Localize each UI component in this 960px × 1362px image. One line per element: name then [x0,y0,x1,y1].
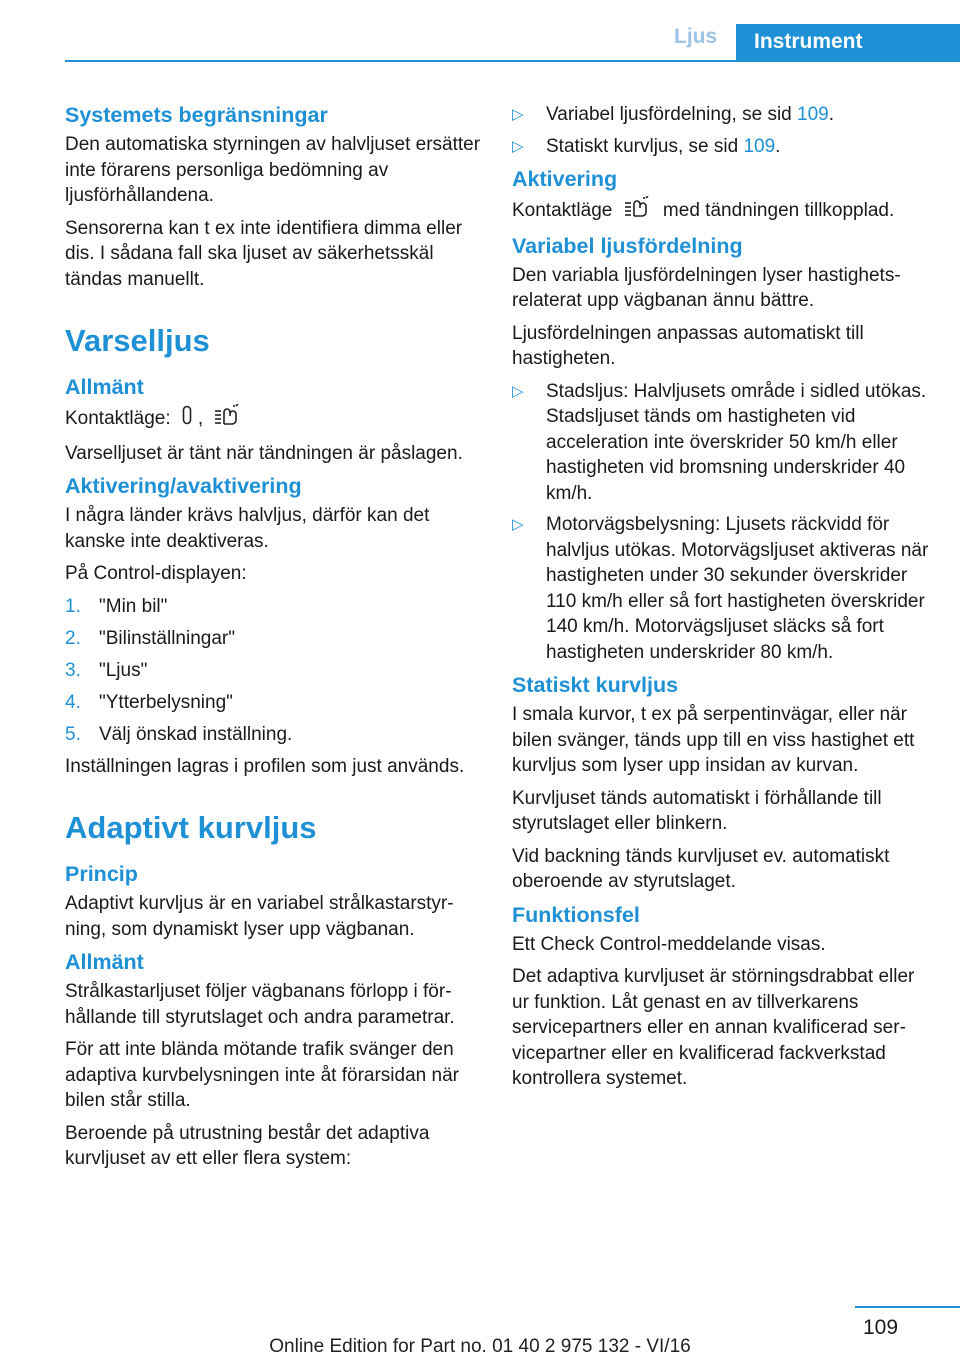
heading-funktionsfel: Funktionsfel [512,902,640,927]
section-tab-ljus[interactable]: Ljus [674,25,718,48]
paragraph: Den variabla ljusfördelningen lyser hastighetsrelaterat upp vägbanan ännu bättre. [512,264,901,311]
paragraph: Inställningen lagras i profilen som just används. [65,755,465,777]
paragraph: På Control-displayen: [65,563,247,584]
paragraph: Strålkastarljuset följer vägbanans förlopp i förhållande till styrutslaget och andra parametrar. [65,981,455,1028]
paragraph: Kurvljuset tänds automatiskt i förhållande till styrutslaget eller blinkern. [512,787,882,834]
list-item: ▷ Motorvägsbelysning: Ljusets räckvidd för halvljus utökas. Motorvägsljuset aktiveras när hastigheten under 30 sekunder överskrider 110 km/h eller så fort hastigheten överskrider 140 km/h. Motorvägsljuset släcks så fort hastigheten underskrider 80 km/h. [512,514,929,663]
page-header [0,0,960,62]
bullet-arrow-icon: ▷ [512,516,524,533]
section-tab-instrument[interactable]: Instrument [736,24,960,60]
paragraph: Ett Check Control-meddelande visas. [512,933,826,955]
list-item: 3. "Ljus" [65,659,148,681]
variabel-list [512,379,930,666]
paragraph: Sensorerna kan t ex inte identifiera dimma eller dis. I sådana fall ska ljuset av säkerhetsskäl tändas manuellt. [65,217,463,290]
ignition-off-icon [182,405,192,433]
footer-rule [855,1306,960,1308]
page-link[interactable]: 109 [797,104,829,125]
heading-variabel-ljusfordelning: Variabel ljusfördelning [512,233,743,258]
paragraph: Ljusfördelningen anpassas automatiskt till hastigheten. [512,322,864,369]
left-column [65,102,483,1179]
paragraph: Det adaptiva kurvljuset är störningsdrabbat eller ur funktion. Låt genast en av tillverkarens servicepartners eller en annan kvalificerad servicepartner eller en kvalificerad fackverkstad kontrollera systemet. [512,966,915,1089]
paragraph: I några länder krävs halvljus, därför kan det kanske inte deaktiveras. [65,505,430,552]
page-number: 109 [863,1316,899,1339]
paragraph: I smala kurvor, t ex på serpentinvägar, eller när bilen svänger, tänds upp till en viss hastighet ett kurvljus som lyser upp insidan av kurvan. [512,704,915,776]
bullet-arrow-icon: ▷ [512,382,524,400]
kontaktlage-line: Kontaktläge med tändningen tillkopplad. [512,196,930,226]
list-item: 1. "Min bil" [65,595,168,617]
bullet-arrow-icon: ▷ [512,106,524,123]
right-column [512,102,930,1099]
steps-list [65,594,483,748]
system-list [512,102,930,159]
paragraph: Vid backning tänds kurvljuset ev. automatiskt oberoende av styrutslaget. [512,845,890,892]
heading-aktivering: Aktivering/avaktivering [65,474,302,498]
paragraph: För att inte blända mötande trafik svänger den adaptiva kurvbelysningen inte åt förarsidan när bilen står stilla. [65,1039,459,1111]
heading-limits: Systemets begränsningar [65,103,328,127]
list-item: ▷ Statiskt kurvljus, se sid 109. [512,134,930,160]
paragraph: Varselljuset är tänt när tändningen är påslagen. [65,442,463,464]
header-rule [65,60,960,62]
heading-allmant: Allmänt [65,375,144,399]
kontaktlage-line: Kontaktläge: , [65,404,483,434]
heading-allmant: Allmänt [65,950,144,974]
heading-adaptivt-kurvljus: Adaptivt kurvljus [65,810,317,845]
bullet-arrow-icon: ▷ [512,137,524,155]
heading-statiskt-kurvljus: Statiskt kurvljus [512,673,679,697]
list-item: 5. Välj önskad inställning. [65,723,293,745]
list-item: 2. "Bilinställningar" [65,627,235,649]
ignition-on-icon [624,196,652,226]
edition-footer: Online Edition for Part no. 01 40 2 975 132 - VI/16 [269,1336,691,1357]
list-item: 4. "Ytterbelysning" [65,691,233,713]
paragraph: Adaptivt kurvljus är en variabel strålkastarstyrning, som dynamiskt lyser upp vägbanan. [65,893,454,940]
paragraph: Beroende på utrustning består det adaptiva kurvljuset av ett eller flera system: [65,1122,430,1169]
list-item: ▷ Variabel ljusfördelning, se sid 109. [512,102,930,128]
heading-aktivering: Aktivering [512,167,618,191]
paragraph: Den automatiska styrningen av halvljuset ersätter inte förarens personliga bedömning av ljusförhållandena. [65,134,481,206]
list-item: ▷ Stadsljus: Halvljusets område i sidled utökas. Stadsljuset tänds om hastigheten vid acceleration inte överskrider 50 km/h eller hastigheten vid bromsning underskrider 40 km/h. [512,380,927,504]
page-link[interactable]: 109 [743,135,776,157]
ignition-on-icon [214,404,242,434]
heading-princip: Princip [65,862,138,886]
heading-varselljus: Varselljus [65,323,210,358]
